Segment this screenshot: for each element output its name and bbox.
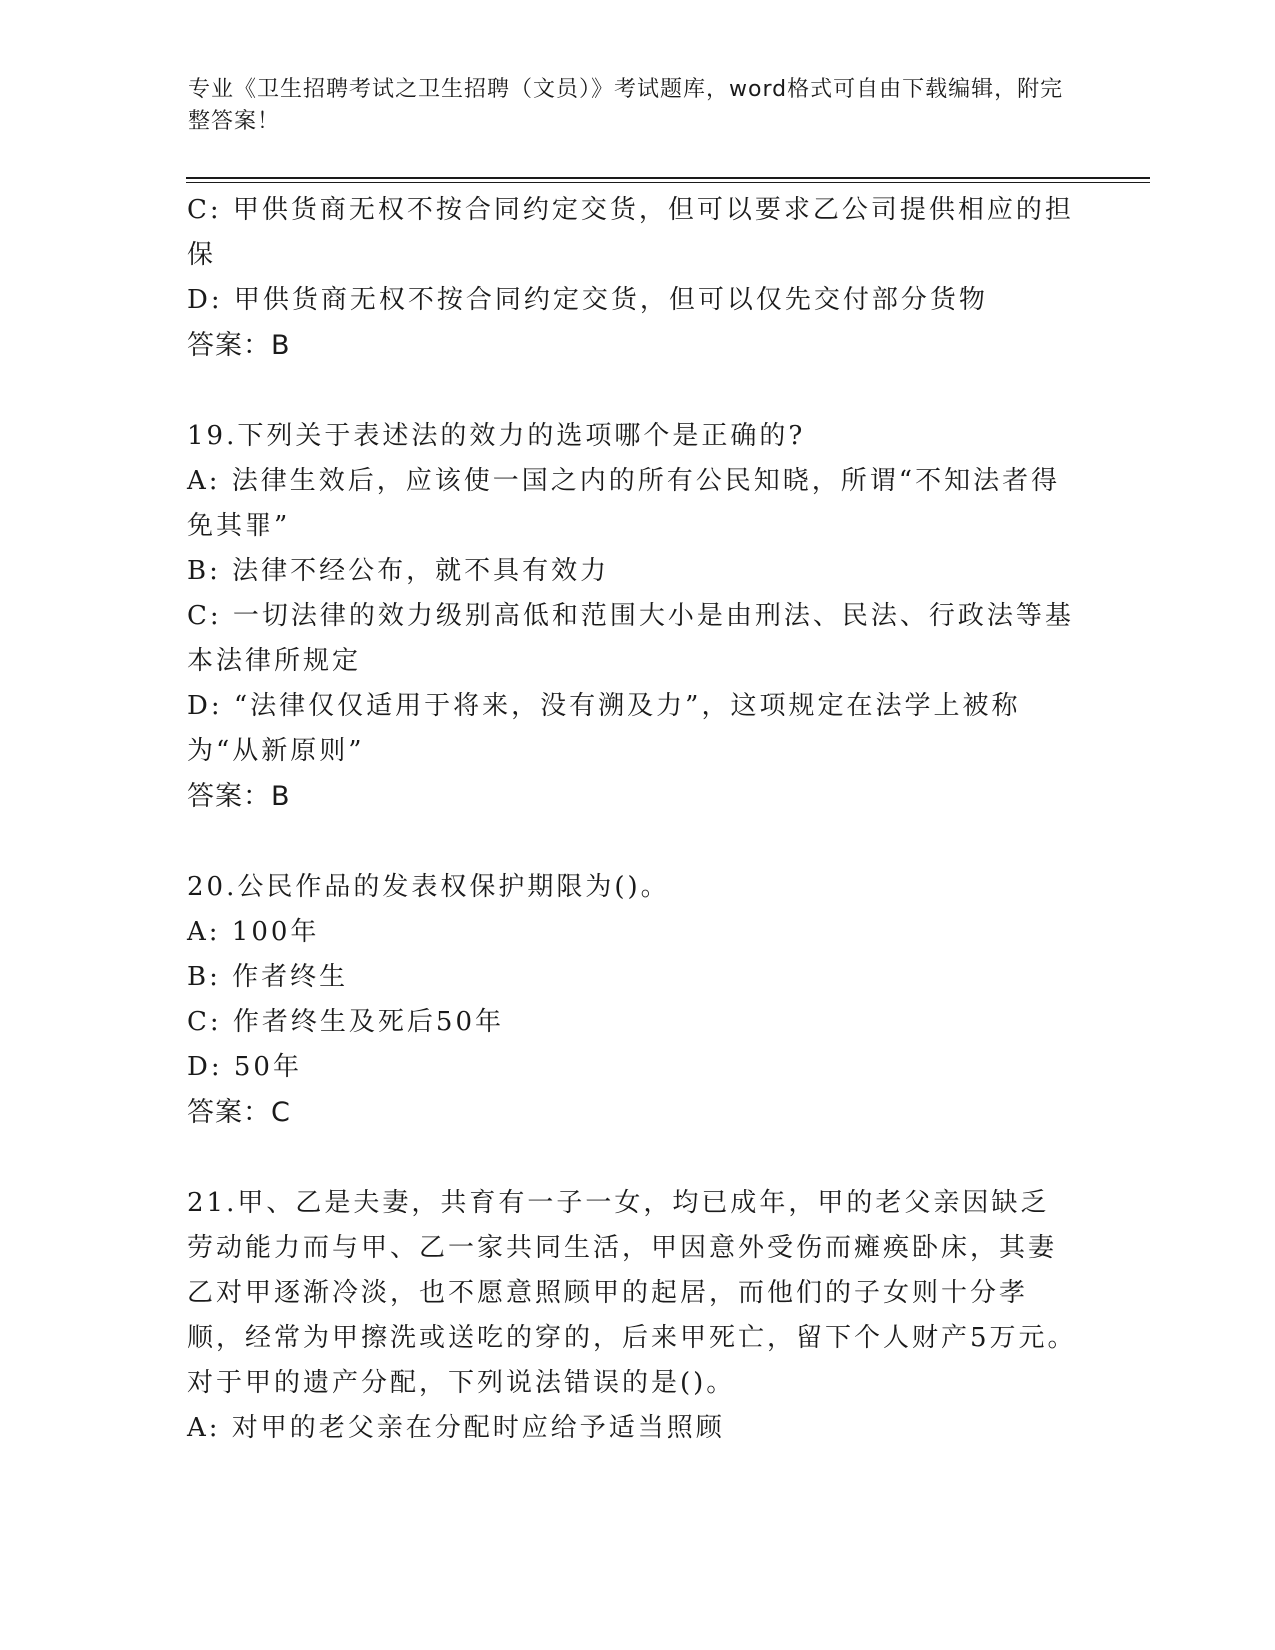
- option-a: A: 对甲的老父亲在分配时应给予适当照顾: [187, 1413, 725, 1443]
- option-d: D: 50年: [187, 1052, 302, 1082]
- option-a: A: 法律生效后，应该使一国之内的所有公民知晓，所谓“不知法者得免其罪”: [187, 466, 1061, 541]
- question-content: [187, 188, 1077, 1451]
- document-header: 专业《卫生招聘考试之卫生招聘（文员）》考试题库，word格式可自由下载编辑，附完整答案！: [188, 77, 1064, 134]
- option-c: C: 作者终生及死后50年: [187, 1007, 505, 1037]
- answer-label: 答案：B: [187, 781, 291, 812]
- header-divider-thin: [186, 182, 1150, 183]
- option-c: C: 甲供货商无权不按合同约定交货，但可以要求乙公司提供相应的担保: [187, 195, 1074, 270]
- option-a: A: 100年: [187, 917, 320, 947]
- question-stem: 20.公民作品的发表权保护期限为()。: [187, 872, 670, 902]
- question-18-continuation: [187, 188, 1077, 368]
- question-21: [187, 1181, 1077, 1451]
- option-d: D: 甲供货商无权不按合同约定交货，但可以仅先交付部分货物: [187, 285, 988, 315]
- option-b: B: 法律不经公布，就不具有效力: [187, 556, 610, 586]
- question-stem: 19.下列关于表述法的效力的选项哪个是正确的?: [187, 421, 806, 451]
- question-stem: 21.甲、乙是夫妻，共育有一子一女，均已成年，甲的老父亲因缺乏劳动能力而与甲、乙一家共同生活，甲因意外受伤而瘫痪卧床，其妻乙对甲逐渐冷淡，也不愿意照顾甲的起居，而他们的子女则十分孝顺，经常为甲擦洗或送吃的穿的，后来甲死亡，留下个人财产5万元。对于甲的遗产分配，下列说法错误的是()。: [187, 1188, 1077, 1398]
- option-d: D: “法律仅仅适用于将来，没有溯及力”，这项规定在法学上被称为“从新原则”: [187, 691, 1021, 766]
- header-divider-thick: [186, 177, 1150, 179]
- option-c: C: 一切法律的效力级别高低和范围大小是由刑法、民法、行政法等基本法律所规定: [187, 601, 1074, 676]
- question-19: [187, 414, 1077, 819]
- option-b: B: 作者终生: [187, 962, 349, 992]
- answer-label: 答案：B: [187, 330, 291, 361]
- question-20: [187, 865, 1077, 1135]
- answer-label: 答案：C: [187, 1097, 291, 1128]
